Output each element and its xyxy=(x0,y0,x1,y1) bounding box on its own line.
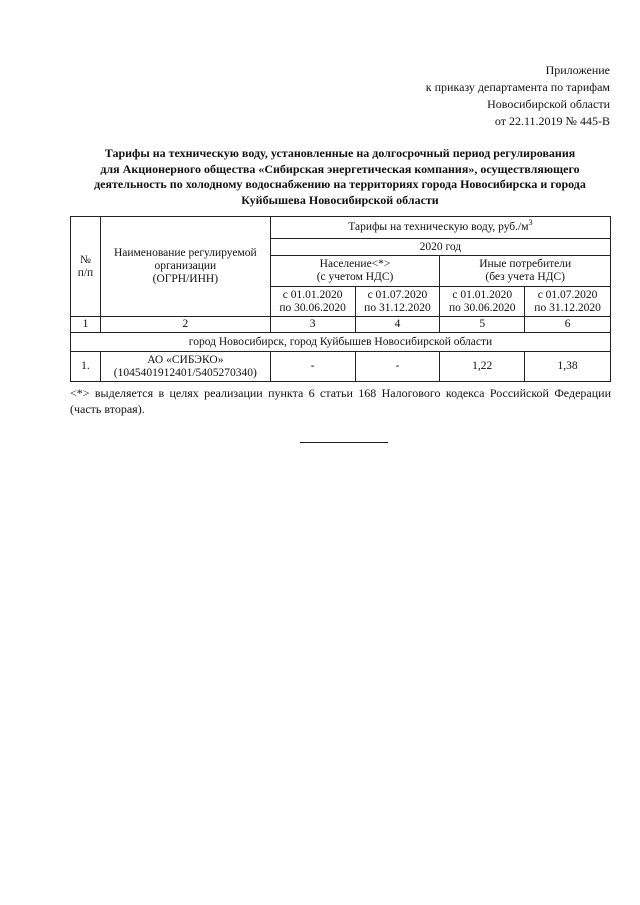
column-number: 5 xyxy=(440,317,525,333)
column-number: 6 xyxy=(525,317,611,333)
column-numbers-row xyxy=(71,317,611,333)
header-group-other: Иные потребители (без учета НДС) xyxy=(440,256,611,287)
header-group-population: Население<*> (с учетом НДС) xyxy=(270,256,440,287)
title-line-4: Куйбышева Новосибирской области xyxy=(241,192,439,207)
appendix-line-2: к приказу департамента по тарифам xyxy=(425,80,610,94)
separator-line xyxy=(300,442,388,443)
header-row-1 xyxy=(71,217,611,239)
period-cell: с 01.07.2020 по 31.12.2020 xyxy=(355,287,440,317)
row-org: АО «СИБЭКО» (1045401912401/5405270340) xyxy=(100,352,270,382)
period-cell: с 01.01.2020 по 30.06.2020 xyxy=(440,287,525,317)
document-title xyxy=(70,146,610,208)
title-line-1: Тарифы на техническую воду, установленные на долгосрочный период регулирования xyxy=(104,146,576,160)
period-cell: с 01.01.2020 по 30.06.2020 xyxy=(270,287,355,317)
title-line-2: для Акционерного общества «Сибирская энергетическая компания», осуществляющего xyxy=(100,161,580,176)
appendix-line-1: Приложение xyxy=(545,63,610,77)
appendix-line-3: Новосибирской области xyxy=(487,97,610,111)
region-cell: город Новосибирск, город Куйбышев Новосибирской области xyxy=(71,333,611,352)
column-number: 3 xyxy=(270,317,355,333)
unit-superscript: 3 xyxy=(528,218,533,228)
appendix-line-4: от 22.11.2019 № 445-В xyxy=(494,114,610,128)
header-year: 2020 год xyxy=(270,239,610,256)
region-row xyxy=(71,333,611,352)
title-line-3: деятельность по холодному водоснабжению на территориях города Новосибирска и города xyxy=(94,177,586,191)
appendix-block xyxy=(426,62,610,130)
column-number: 2 xyxy=(100,317,270,333)
tariffs-table xyxy=(70,216,611,382)
column-number: 4 xyxy=(355,317,440,333)
header-org: Наименование регулируемой организации (ОГРН/ИНН) xyxy=(100,217,270,317)
header-num: № п/п xyxy=(71,217,101,317)
table-row xyxy=(71,352,611,382)
column-number: 1 xyxy=(71,317,101,333)
header-tariffs-title: Тарифы на техническую воду, $руб./м^3$ xyxy=(270,217,610,239)
period-cell: с 01.07.2020 по 31.12.2020 xyxy=(525,287,611,317)
row-value: - xyxy=(270,352,355,382)
footnote: <*> выделяется в целях реализации пункта 6 статьи 168 Налогового кодекса Российской Федерации (часть вторая). xyxy=(70,386,611,416)
row-value: 1,22 xyxy=(440,352,525,382)
row-value: - xyxy=(355,352,440,382)
row-num: 1. xyxy=(71,352,101,382)
row-value: 1,38 xyxy=(525,352,611,382)
